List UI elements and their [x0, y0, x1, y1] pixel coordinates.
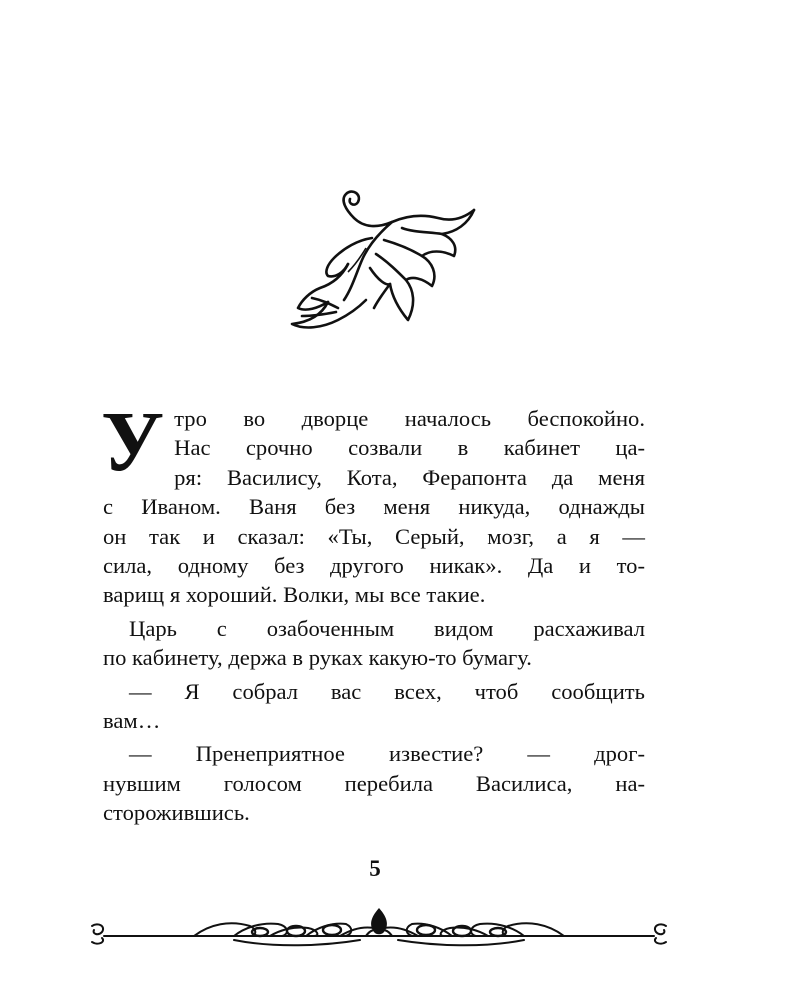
drop-cap-letter: У [101, 393, 165, 489]
text-line: Царь с озабоченным видом расхаживал [129, 615, 645, 641]
text-line: сила, одному без другого никак». Да и то- [103, 553, 645, 579]
text-line: он так и сказал: «Ты, Серый, мозг, а я — [103, 523, 645, 549]
text-line: сторожившись. [103, 800, 250, 826]
text-line: с Иваном. Ваня без меня никуда, однажды [103, 494, 645, 520]
text-line: вам… [103, 708, 161, 734]
text-line: варищ я хороший. Волки, мы все такие. [103, 582, 486, 608]
paragraph-1 [101, 393, 645, 610]
text-line: нувшим голосом перебила Василиса, на- [103, 770, 645, 796]
flourish-divider-ornament [84, 902, 674, 950]
paragraph-3 [103, 677, 645, 736]
text-line: Нас срочно созвали в кабинет ца- [174, 435, 645, 461]
text-line: тро во дворце началось беспокойно. [174, 406, 645, 431]
text-line: — Я собрал вас всех, чтоб сообщить [129, 678, 645, 704]
paragraph-4 [103, 739, 645, 827]
paragraph-2 [103, 614, 645, 673]
text-line: ря: Василису, Кота, Ферапонта да меня [174, 464, 645, 490]
body-text [101, 393, 645, 828]
text-line: по кабинету, держа в руках какую-то бумагу. [103, 645, 532, 671]
text-line: — Пренеприятное известие? — дрог- [129, 741, 645, 767]
acanthus-leaf-ornament [282, 188, 482, 338]
page-number: 5 [369, 856, 381, 881]
